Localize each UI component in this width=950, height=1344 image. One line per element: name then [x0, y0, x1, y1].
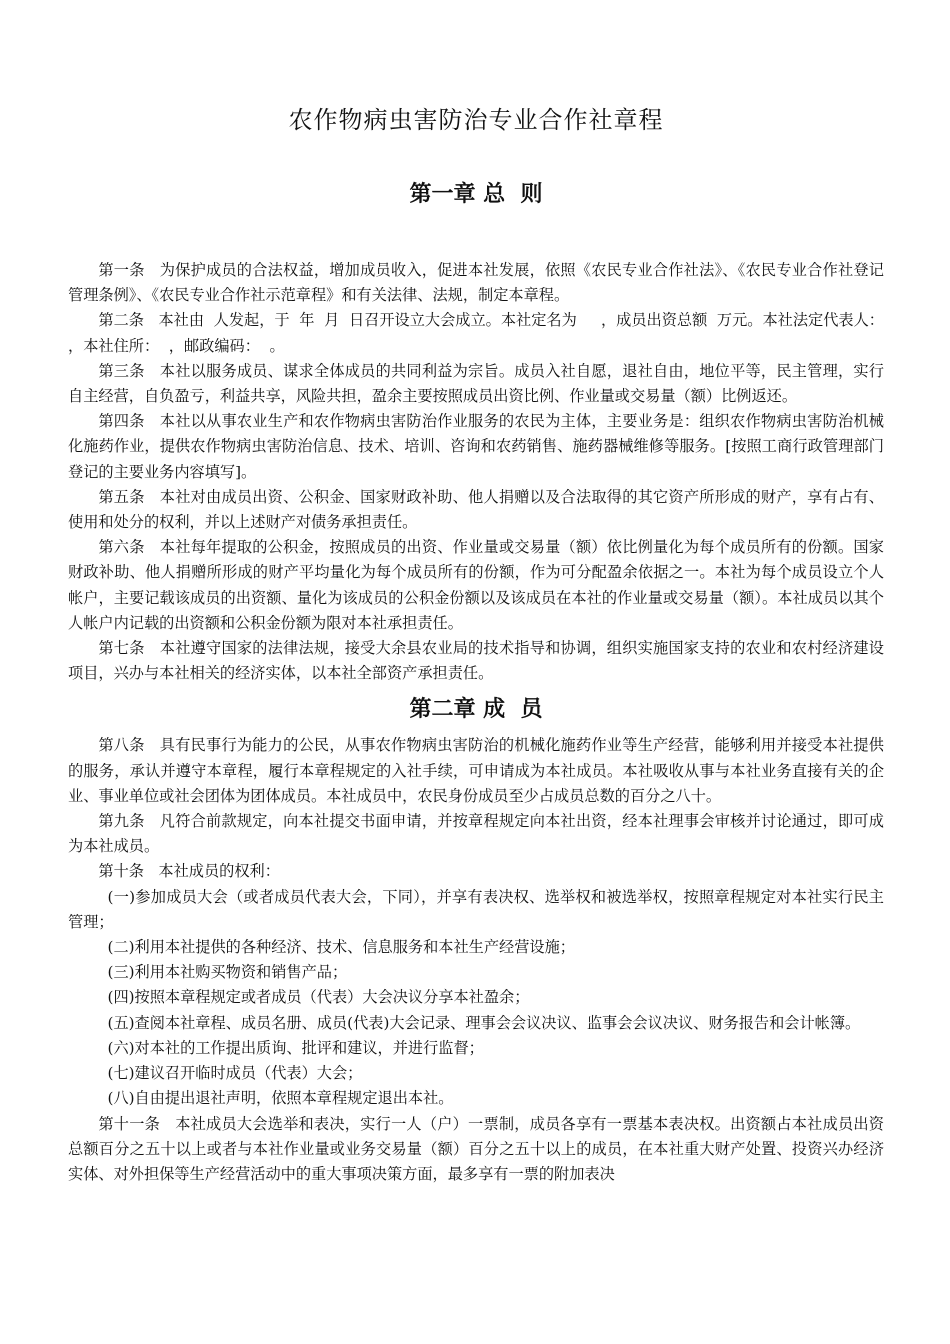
document-title: 农作物病虫害防治专业合作社章程	[288, 106, 664, 134]
right-item-8: (八)自由提出退社声明，依照本章程规定退出本社。	[107, 1089, 454, 1108]
article-2: 第二条 本社由 人发起，于 年 月 日召开设立大会成立。本社定名为 ，成员出资总额 万元。本社法定代表人： ，本社住所： ，邮政编码： 。	[68, 311, 899, 355]
chapter-2-body	[68, 733, 884, 1187]
right-item-5: (五)查阅本社章程、成员名册、成员(代表)大会记录、理事会会议决议、监事会会议决议、财务报告和会计帐簿。	[107, 1013, 861, 1032]
right-item-3: (三)利用本社购买物资和销售产品；	[107, 963, 348, 982]
article-9: 第九条 凡符合前款规定，向本社提交书面申请，并按章程规定向本社出资，经本社理事会审核并讨论通过，即可成为本社成员。	[68, 812, 884, 856]
chapter-1-body	[68, 258, 899, 686]
chapter-1-heading: 第一章 总 则	[409, 182, 543, 207]
right-item-4: (四)按照本章程规定或者成员（代表）大会决议分享本社盈余；	[107, 988, 530, 1007]
chapter-2-heading: 第二章 成 员	[409, 697, 543, 723]
article-8: 第八条 具有民事行为能力的公民，从事农作物病虫害防治的机械化施药作业等生产经营，能够利用并接受本社提供的服务，承认并遵守本章程，履行本章程规定的入社手续，可申请成为本社成员。本社吸收从事与本社业务直接有关的企业、事业单位或社会团体为团体成员。本社成员中，农民身份成员至少占成员总数的百分之八十。	[68, 736, 884, 805]
article-11: 第十一条 本社成员大会选举和表决，实行一人（户）一票制，成员各享有一票基本表决权。出资额占本社成员出资总额百分之五十以上或者与本社作业量或业务交易量（额）百分之五十以上的成员，在本社重大财产处置、投资兴办经济实体、对外担保等生产经营活动中的重大事项决策方面，最多享有一票的附加表决	[68, 1114, 884, 1183]
article-5: 第五条 本社对由成员出资、公积金、国家财政补助、他人捐赠以及合法取得的其它资产所形成的财产，享有占有、使用和处分的权利，并以上述财产对债务承担责任。	[68, 487, 884, 532]
article-10-intro: 第十条 本社成员的权利：	[98, 862, 280, 881]
right-item-7: (七)建议召开临时成员（代表）大会；	[107, 1064, 363, 1083]
article-3: 第三条 本社以服务成员、谋求全体成员的共同利益为宗旨。成员入社自愿，退社自由，地位平等，民主管理，实行自主经营，自负盈亏，利益共享，风险共担，盈余主要按照成员出资比例、作业量或交易量（额）比例返还。	[68, 361, 884, 406]
right-item-1: (一)参加成员大会（或者成员代表大会，下同），并享有表决权、选举权和被选举权，按照章程规定对本社实行民主管理；	[68, 887, 884, 931]
article-7: 第七条 本社遵守国家的法律法规，接受大余县农业局的技术指导和协调，组织实施国家支持的农业和农村经济建设项目，兴办与本社相关的经济实体，以本社全部资产承担责任。	[68, 639, 884, 683]
article-6: 第六条 本社每年提取的公积金，按照成员的出资、作业量或交易量（额）依比例量化为每个成员所有的份额。国家财政补助、他人捐赠所形成的财产平均量化为每个成员所有的份额，作为可分配盈余依据之一。本社为每个成员设立个人帐户，主要记载该成员的出资额、量化为该成员的公积金份额以及该成员在本社的作业量或交易量（额）。本社成员以其个人帐户内记载的出资额和公积金份额为限对本社承担责任。	[68, 538, 884, 632]
article-4: 第四条 本社以从事农业生产和农作物病虫害防治作业服务的农民为主体，主要业务是：组织农作物病虫害防治机械化施药作业，提供农作物病虫害防治信息、技术、培训、咨询和农药销售、施药器械维修等服务。[按照工商行政管理部门登记的主要业务内容填写]。	[68, 412, 884, 481]
document-page	[68, 100, 899, 1187]
right-item-2: (二)利用本社提供的各种经济、技术、信息服务和本社生产经营设施；	[107, 938, 575, 957]
right-item-6: (六)对本社的工作提出质询、批评和建议，并进行监督；	[107, 1038, 484, 1057]
article-1: 第一条 为保护成员的合法权益，增加成员收入，促进本社发展，依照《农民专业合作社法》、《农民专业合作社登记管理条例》、《农民专业合作社示范章程》和有关法律、法规，制定本章程。	[68, 261, 884, 305]
